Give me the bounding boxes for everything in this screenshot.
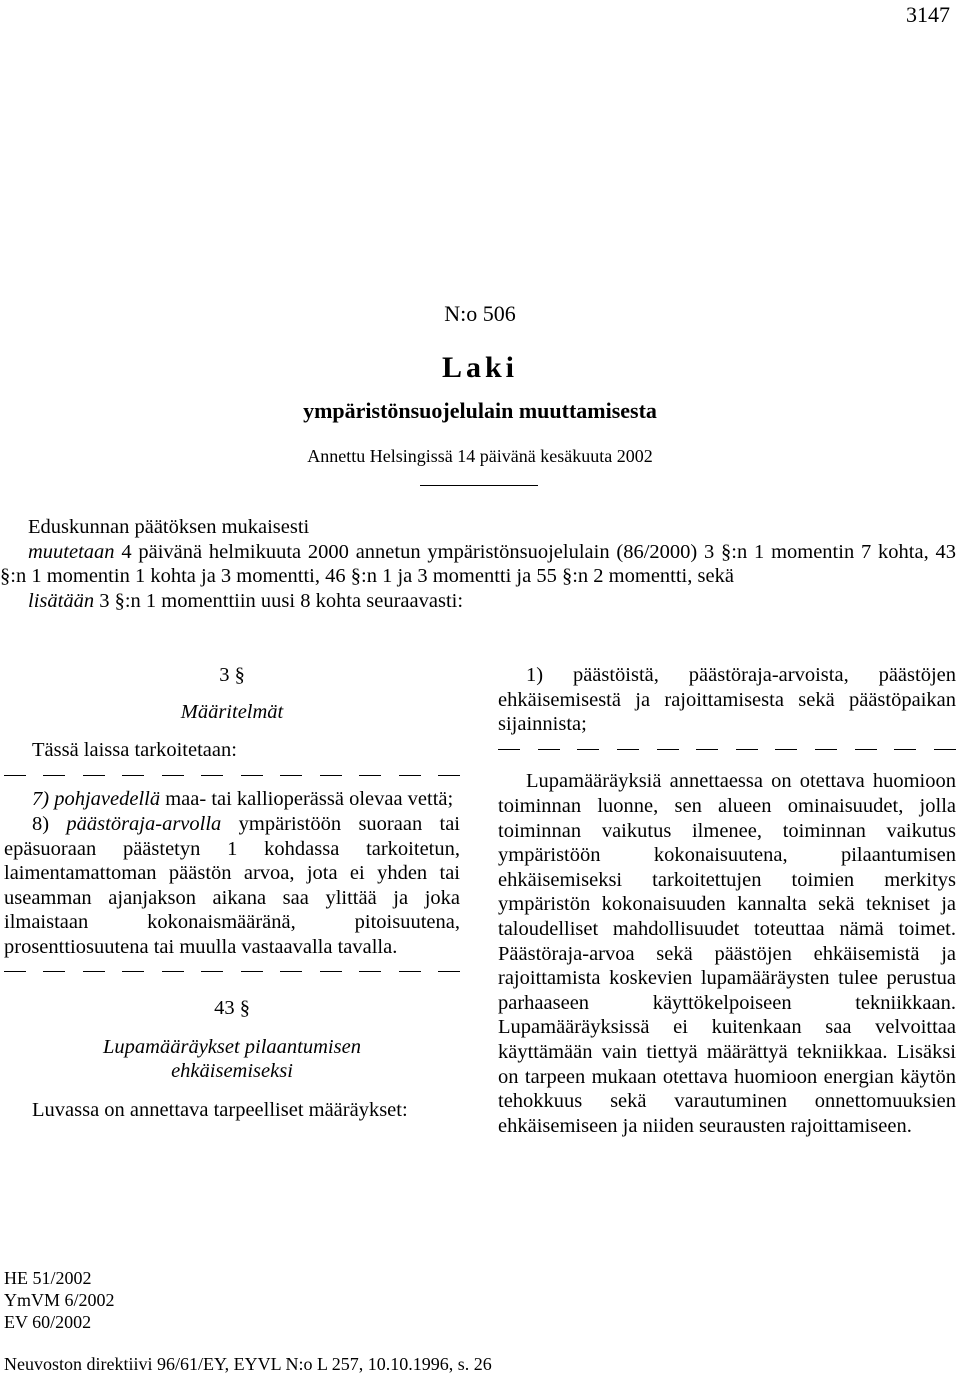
ref-ymvm: YmVM 6/2002	[4, 1290, 115, 1310]
left-column	[4, 663, 460, 1123]
add-keyword: lisätään	[28, 589, 95, 612]
preamble-intro: Eduskunnan päätöksen mukaisesti	[28, 516, 310, 538]
section-43-heading-line1: Lupamääräykset pilaantumisen	[103, 1035, 361, 1058]
given-date: Annettu Helsingissä 14 päivänä kesäkuuta 2002	[307, 446, 653, 466]
section-43-number: 43 §	[214, 997, 250, 1020]
section-43-intro: Luvassa on annettava tarpeelliset määräykset:	[32, 1098, 408, 1121]
directive-reference: Neuvoston direktiivi 96/61/EY, EYVL N:o L 257, 10.10.1996, s. 26	[4, 1354, 492, 1374]
preamble	[0, 515, 956, 613]
right-column	[498, 663, 956, 1138]
spacer	[498, 761, 956, 769]
preamble-add	[0, 589, 956, 614]
item-8-text: ympäristöön suoraan tai epäsuoraan päästetyn 1 kohdassa tarkoitetun, laimentamattoman päästön arvoa, jota ei yhden tai useamman ajanjakson aikana saa ylittää ja joka ilmaistaan kokonaismääränä, pitoisuutena, prosenttiosuutena tai muulla vastaavalla tavalla.	[4, 812, 461, 958]
amend-text: 4 päivänä helmikuuta 2000 annetun ympäristönsuojelulain (86/2000) 3 §:n 1 momentin 7 kohta, 43 §:n 1 momentin 1 kohta ja 3 momentti, 46 §:n 1 ja 3 momentti ja 55 §:n 2 momentti, sekä	[0, 540, 956, 588]
add-text: 3 §:n 1 momenttiin uusi 8 kohta seuraavasti:	[94, 589, 464, 612]
law-number: N:o 506	[444, 301, 516, 326]
item-8-number: 8)	[32, 812, 67, 835]
legislative-references	[4, 1267, 115, 1333]
omission-dashes	[498, 737, 956, 762]
section-3-item-7	[4, 787, 460, 812]
spacer	[4, 984, 460, 996]
section-43-item-1: 1) päästöistä, päästöraja-arvoista, päästöjen ehkäisemisestä ja rajoittamisesta sekä päästöpaikan sijainnista;	[498, 664, 956, 736]
section-3-heading: Määritelmät	[180, 700, 284, 723]
law-subtitle: ympäristönsuojelulain muuttamisesta	[303, 398, 657, 423]
spacer	[4, 1021, 460, 1035]
item-7-term: pohjavedellä	[54, 788, 161, 811]
ref-ev: EV 60/2002	[4, 1312, 92, 1332]
section-43-moment-3: Lupamääräyksiä annettaessa on otettava huomioon toiminnan luonne, sen alueen ominaisuudet, jolla toiminnan vaikutus ilmenee, toiminnan vaikutus ympäristöön kokonaisuutena, pilaantumisen ehkäisemiseksi tarkoitettujen toimien merkitys ympäristön kokonaisuuden kannalta sekä tekniset ja taloudelliset mahdollisuudet toteuttaa nämä toimet. Päästöraja-arvoa sekä päästöjen ehkäisemistä ja rajoittamista koskevien lupamääräysten tulee perustua parhaaseen käyttökelpoiseen tekniikkaan. Lupamääräyksissä ei kuitenkaan saa velvoittaa käyttämään vain tiettyä määrättyä tekniikkaa. Lisäksi on tarpeen mukaan otettava huomioon energian käytön tehokkuus sekä varautuminen onnettomuuksien ehkäisemiseen ja niiden seurausten rajoittamiseen.	[498, 770, 956, 1137]
spacer	[4, 688, 460, 700]
amend-keyword: muutetaan	[28, 540, 115, 563]
item-7-number: 7)	[32, 788, 55, 811]
section-43-heading-line2: ehkäisemiseksi	[171, 1060, 293, 1083]
item-8-term: päästöraja-arvolla	[66, 812, 222, 835]
omission-dashes	[4, 960, 460, 985]
omission-dashes	[4, 763, 460, 788]
page-number: 3147	[906, 2, 950, 27]
section-3-number: 3 §	[219, 664, 245, 686]
item-7-text: maa- tai kallioperässä olevaa vettä;	[160, 788, 454, 811]
spacer	[4, 1084, 460, 1098]
preamble-amend	[0, 540, 956, 589]
law-title: Laki	[441, 351, 519, 384]
section-3-intro: Tässä laissa tarkoitetaan:	[32, 739, 237, 762]
title-divider	[420, 485, 538, 486]
ref-he: HE 51/2002	[4, 1268, 92, 1288]
spacer	[4, 724, 460, 738]
section-3-item-8	[4, 812, 460, 960]
